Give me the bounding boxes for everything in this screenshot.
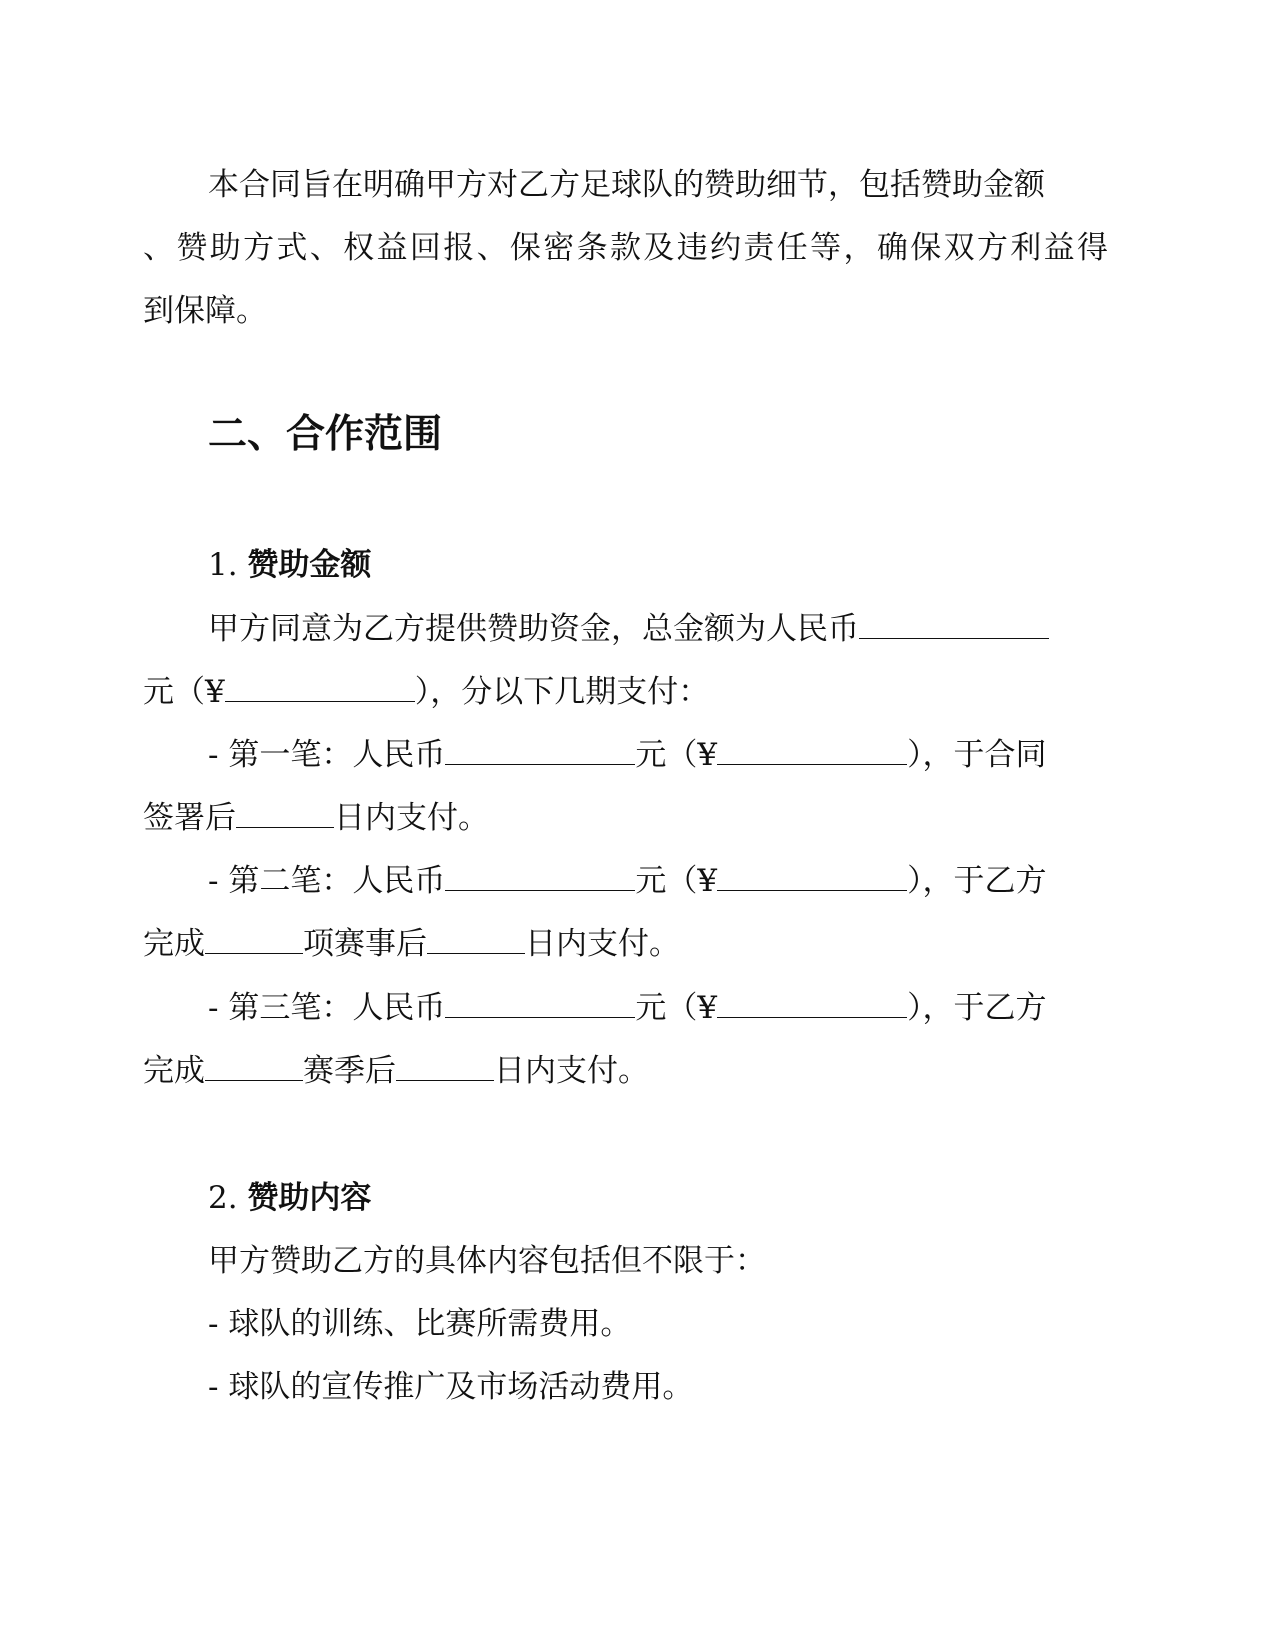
payment-2-tail: ），于乙方 — [907, 863, 1047, 899]
payment-3-yuan: 元（¥ — [635, 990, 718, 1026]
intro-line-2: 、赞助方式、权益回报、保密条款及违约责任等，确保双方利益得 — [143, 230, 1108, 266]
payment-3-complete: 完成 — [143, 1053, 205, 1089]
subsection-2-heading — [208, 1178, 371, 1218]
yuan-text: 元（¥ — [143, 674, 225, 710]
content-item-1: - 球队的训练、比赛所需费用。 — [208, 1306, 632, 1342]
payment-2-events-text: 项赛事后 — [303, 926, 427, 962]
subsection-2-number: 2. — [208, 1180, 238, 1216]
payment-2-line-2 — [143, 923, 680, 964]
payment-2-label: - 第二笔：人民币 — [208, 863, 446, 899]
amount-line-2 — [143, 671, 709, 712]
payment-2-line-1 — [208, 860, 1047, 901]
total-rmb-blank[interactable] — [859, 608, 1049, 639]
payment-1-end: 日内支付。 — [334, 800, 489, 836]
payment-2-events-blank[interactable] — [205, 923, 303, 954]
payment-3-line-1 — [208, 987, 1047, 1028]
payment-2-yen-blank[interactable] — [717, 860, 907, 891]
intro-line-3: 到保障。 — [143, 293, 267, 329]
payment-3-tail: ），于乙方 — [907, 990, 1047, 1026]
payment-1-rmb-blank[interactable] — [445, 734, 635, 765]
payment-1-line-2 — [143, 797, 489, 838]
payment-3-season-text: 赛季后 — [303, 1053, 396, 1089]
subsection-1-title: 赞助金额 — [247, 547, 372, 583]
payment-3-line-2 — [143, 1050, 649, 1091]
total-yen-blank[interactable] — [225, 671, 415, 702]
installments-text: ），分以下几期支付： — [414, 674, 710, 710]
payment-2-complete: 完成 — [143, 926, 205, 962]
payment-1-label: - 第一笔：人民币 — [208, 737, 446, 773]
payment-2-rmb-blank[interactable] — [445, 860, 635, 891]
payment-2-end: 日内支付。 — [525, 926, 680, 962]
payment-3-label: - 第三笔：人民币 — [208, 990, 446, 1026]
payment-3-end: 日内支付。 — [494, 1053, 649, 1089]
payment-3-yen-blank[interactable] — [717, 987, 907, 1018]
payment-2-days-blank[interactable] — [427, 923, 525, 954]
payment-3-season-blank[interactable] — [205, 1050, 303, 1081]
section-title: 二、合作范围 — [208, 412, 443, 457]
amount-line-1 — [208, 608, 1049, 649]
subsection-1-heading — [208, 545, 371, 585]
payment-1-sign: 签署后 — [143, 800, 236, 836]
payment-3-days-blank[interactable] — [396, 1050, 494, 1081]
subsection-2-title: 赞助内容 — [247, 1180, 372, 1216]
payment-1-yen-blank[interactable] — [717, 734, 907, 765]
payment-1-tail: ），于合同 — [907, 737, 1047, 773]
subsection-1-number: 1. — [208, 547, 238, 583]
amount-text: 甲方同意为乙方提供赞助资金，总金额为人民币 — [208, 611, 859, 647]
payment-1-yuan: 元（¥ — [635, 737, 718, 773]
payment-3-rmb-blank[interactable] — [445, 987, 635, 1018]
intro-line-1: 本合同旨在明确甲方对乙方足球队的赞助细节，包括赞助金额 — [208, 167, 1045, 203]
content-item-2: - 球队的宣传推广及市场活动费用。 — [208, 1369, 694, 1405]
payment-2-yuan: 元（¥ — [635, 863, 718, 899]
content-intro: 甲方赞助乙方的具体内容包括但不限于： — [208, 1243, 766, 1279]
payment-1-days-blank[interactable] — [236, 797, 334, 828]
payment-1-line-1 — [208, 734, 1047, 775]
